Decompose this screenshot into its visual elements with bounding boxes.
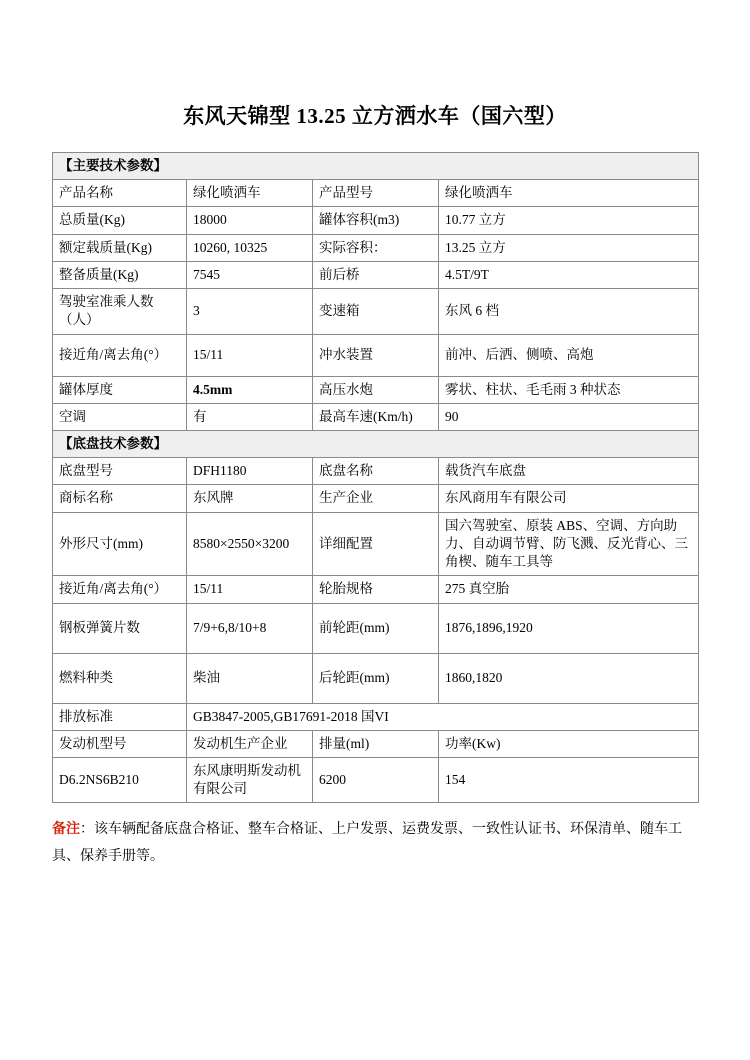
- table-row: [53, 730, 699, 757]
- table-row: [53, 234, 699, 261]
- row-label: 接近角/离去角(°）: [53, 334, 187, 376]
- row-value: 10260, 10325: [187, 234, 313, 261]
- row-label: 详细配置: [313, 512, 439, 576]
- table-row: [53, 334, 699, 376]
- table-row: [53, 207, 699, 234]
- row-value: 13.25 立方: [439, 234, 699, 261]
- note-paragraph: [52, 817, 698, 870]
- row-value: 10.77 立方: [439, 207, 699, 234]
- row-label: 发动机型号: [53, 730, 187, 757]
- row-label: 商标名称: [53, 485, 187, 512]
- row-value: 1860,1820: [439, 653, 699, 703]
- row-value: 90: [439, 403, 699, 430]
- row-label: 功率(Kw): [439, 730, 699, 757]
- row-label: 高压水炮: [313, 376, 439, 403]
- row-label: 前后桥: [313, 261, 439, 288]
- row-value: 东风商用车有限公司: [439, 485, 699, 512]
- row-label: 额定载质量(Kg): [53, 234, 187, 261]
- table-row: [53, 512, 699, 576]
- table-row: [53, 703, 699, 730]
- row-label: 产品型号: [313, 180, 439, 207]
- row-value: 4.5mm: [187, 376, 313, 403]
- row-value: 国六驾驶室、原装 ABS、空调、方向助力、自动调节臂、防飞溅、反光背心、三角楔、随车工具等: [439, 512, 699, 576]
- row-label: 产品名称: [53, 180, 187, 207]
- row-value: 前冲、后洒、侧喷、高炮: [439, 334, 699, 376]
- row-label: 罐体厚度: [53, 376, 187, 403]
- row-value: 有: [187, 403, 313, 430]
- table-row: [53, 576, 699, 603]
- row-label: 钢板弹簧片数: [53, 603, 187, 653]
- specification-table: [52, 152, 699, 803]
- row-label: 底盘型号: [53, 458, 187, 485]
- row-label: 外形尺寸(mm): [53, 512, 187, 576]
- row-label: 冲水装置: [313, 334, 439, 376]
- row-value: 7/9+6,8/10+8: [187, 603, 313, 653]
- row-value: GB3847-2005,GB17691-2018 国VI: [187, 703, 699, 730]
- table-row: [53, 653, 699, 703]
- table-row: [53, 757, 699, 802]
- section-header-row: [53, 153, 699, 180]
- row-value: 154: [439, 757, 699, 802]
- row-label: 排放标准: [53, 703, 187, 730]
- row-value: D6.2NS6B210: [53, 757, 187, 802]
- row-label: 总质量(Kg): [53, 207, 187, 234]
- table-row: [53, 180, 699, 207]
- row-value: 15/11: [187, 576, 313, 603]
- row-value: 东风牌: [187, 485, 313, 512]
- row-label: 发动机生产企业: [187, 730, 313, 757]
- row-label: 生产企业: [313, 485, 439, 512]
- row-label: 燃料种类: [53, 653, 187, 703]
- table-row: [53, 603, 699, 653]
- row-value: 柴油: [187, 653, 313, 703]
- note-text: ：该车辆配备底盘合格证、整车合格证、上户发票、运费发票、一致性认证书、环保清单、随车工具、保养手册等。: [52, 822, 682, 864]
- section-main-title: 【主要技术参数】: [53, 153, 699, 180]
- row-label: 接近角/离去角(°）: [53, 576, 187, 603]
- section-header-row: [53, 430, 699, 457]
- row-label: 排量(ml): [313, 730, 439, 757]
- row-value: 7545: [187, 261, 313, 288]
- row-value: 18000: [187, 207, 313, 234]
- row-value: 东风康明斯发动机有限公司: [187, 757, 313, 802]
- row-label: 实际容积：: [313, 234, 439, 261]
- row-label: 空调: [53, 403, 187, 430]
- note-label: 备注: [52, 822, 80, 838]
- row-value: 4.5T/9T: [439, 261, 699, 288]
- row-value: 雾状、柱状、毛毛雨 3 种状态: [439, 376, 699, 403]
- table-row: [53, 289, 699, 334]
- row-value: 15/11: [187, 334, 313, 376]
- table-row: [53, 403, 699, 430]
- table-row: [53, 458, 699, 485]
- table-row: [53, 485, 699, 512]
- row-label: 前轮距(mm): [313, 603, 439, 653]
- row-value: 绿化喷洒车: [187, 180, 313, 207]
- row-label: 底盘名称: [313, 458, 439, 485]
- row-label: 变速箱: [313, 289, 439, 334]
- row-label: 最高车速(Km/h): [313, 403, 439, 430]
- row-label: 整备质量(Kg): [53, 261, 187, 288]
- row-value: DFH1180: [187, 458, 313, 485]
- row-value: 绿化喷洒车: [439, 180, 699, 207]
- page-title: 东风天锦型 13.25 立方洒水车（国六型）: [183, 104, 567, 128]
- row-value: 3: [187, 289, 313, 334]
- row-value: 6200: [313, 757, 439, 802]
- row-label: 轮胎规格: [313, 576, 439, 603]
- table-row: [53, 376, 699, 403]
- row-label: 后轮距(mm): [313, 653, 439, 703]
- table-row: [53, 261, 699, 288]
- section-chassis-title: 【底盘技术参数】: [53, 430, 699, 457]
- row-value: 1876,1896,1920: [439, 603, 699, 653]
- row-value: 275 真空胎: [439, 576, 699, 603]
- row-value: 载货汽车底盘: [439, 458, 699, 485]
- row-label: 驾驶室准乘人数（人）: [53, 289, 187, 334]
- row-value: 东风 6 档: [439, 289, 699, 334]
- row-value: 8580×2550×3200: [187, 512, 313, 576]
- row-label: 罐体容积(m3): [313, 207, 439, 234]
